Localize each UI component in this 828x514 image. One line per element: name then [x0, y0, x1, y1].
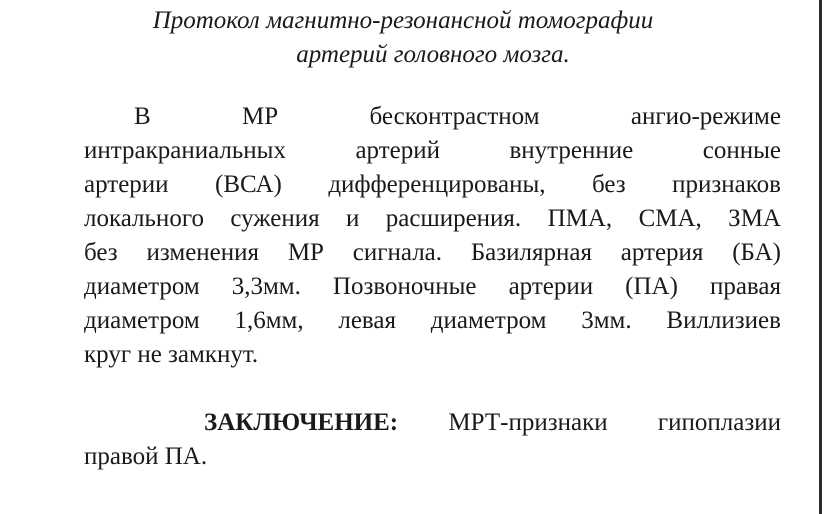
paragraph-line — [84, 168, 781, 202]
paragraph-word: Позвоночные — [332, 273, 477, 300]
conclusion-line-2 — [84, 440, 781, 474]
conclusion-word: гипоплазии — [657, 409, 781, 436]
paragraph-line — [84, 100, 781, 134]
findings-paragraph — [84, 100, 781, 372]
paragraph-line — [84, 304, 781, 338]
paragraph-word: ЗМА — [728, 205, 781, 232]
paragraph-word: (ВСА) — [215, 171, 282, 198]
paragraph-word: дифференцированы, — [328, 171, 546, 198]
paragraph-word: ПМА, — [547, 205, 613, 232]
paragraph-word: ангио-режиме — [630, 103, 781, 130]
paragraph-word: (ПА) — [625, 273, 678, 300]
paragraph-line — [84, 236, 781, 270]
paragraph-word: МР — [287, 239, 324, 266]
paragraph-word: 3мм. — [581, 307, 632, 334]
conclusion-line-1 — [84, 406, 781, 440]
paragraph-word: бесконтрастном — [369, 103, 540, 130]
paragraph-word: 3,3мм. — [231, 273, 301, 300]
report-body — [84, 100, 781, 474]
paragraph-word: (БА) — [732, 239, 781, 266]
paragraph-word: диаметром — [84, 273, 200, 300]
conclusion-label: ЗАКЛЮЧЕНИЕ: — [204, 409, 399, 436]
paragraph-word: круг не замкнут. — [84, 341, 259, 368]
paragraph-word: МР — [242, 103, 279, 130]
paragraph-word: артерии — [508, 273, 594, 300]
paragraph-word: В — [134, 103, 151, 130]
paragraph-word: 1,6мм, — [234, 307, 304, 334]
paragraph-word: диаметром — [430, 307, 547, 334]
document-title — [0, 4, 828, 72]
paragraph-word: левая — [338, 307, 397, 334]
paragraph-word: правая — [709, 273, 781, 300]
paragraph-word: без — [592, 171, 626, 198]
paragraph-word: диаметром — [84, 307, 200, 334]
paragraph-word: изменения — [146, 239, 260, 266]
paragraph-word: признаков — [672, 171, 781, 198]
paragraph-line — [84, 134, 781, 168]
paragraph-line — [84, 270, 781, 304]
paragraph-word: внутренние — [509, 137, 634, 164]
conclusion-text: правой ПА. — [84, 443, 208, 470]
title-line-1: Протокол магнитно-резонансной томографии — [152, 7, 654, 34]
paragraph-line — [84, 338, 781, 372]
paragraph-word: локального — [84, 205, 204, 232]
page-edge-divider — [819, 0, 822, 514]
paragraph-word: Базилярная — [470, 239, 592, 266]
paragraph-word: СМА, — [638, 205, 702, 232]
paragraph-word: Виллизиев — [666, 307, 781, 334]
paragraph-word: и — [345, 205, 360, 232]
paragraph-word: артерии — [84, 171, 169, 198]
paragraph-word: сигнала. — [352, 239, 443, 266]
paragraph-word: без — [84, 239, 118, 266]
paragraph-word: сужения — [230, 205, 320, 232]
paragraph-word: артерий — [355, 137, 440, 164]
title-line-2: артерий головного мозга. — [296, 41, 570, 68]
paragraph-line — [84, 202, 781, 236]
paragraph-word: интракраниальных — [84, 137, 286, 164]
paragraph-word: сонные — [702, 137, 781, 164]
paragraph-word: расширения. — [385, 205, 522, 232]
paragraph-word: артерия — [620, 239, 704, 266]
conclusion-word: МРТ-признаки — [448, 409, 608, 436]
